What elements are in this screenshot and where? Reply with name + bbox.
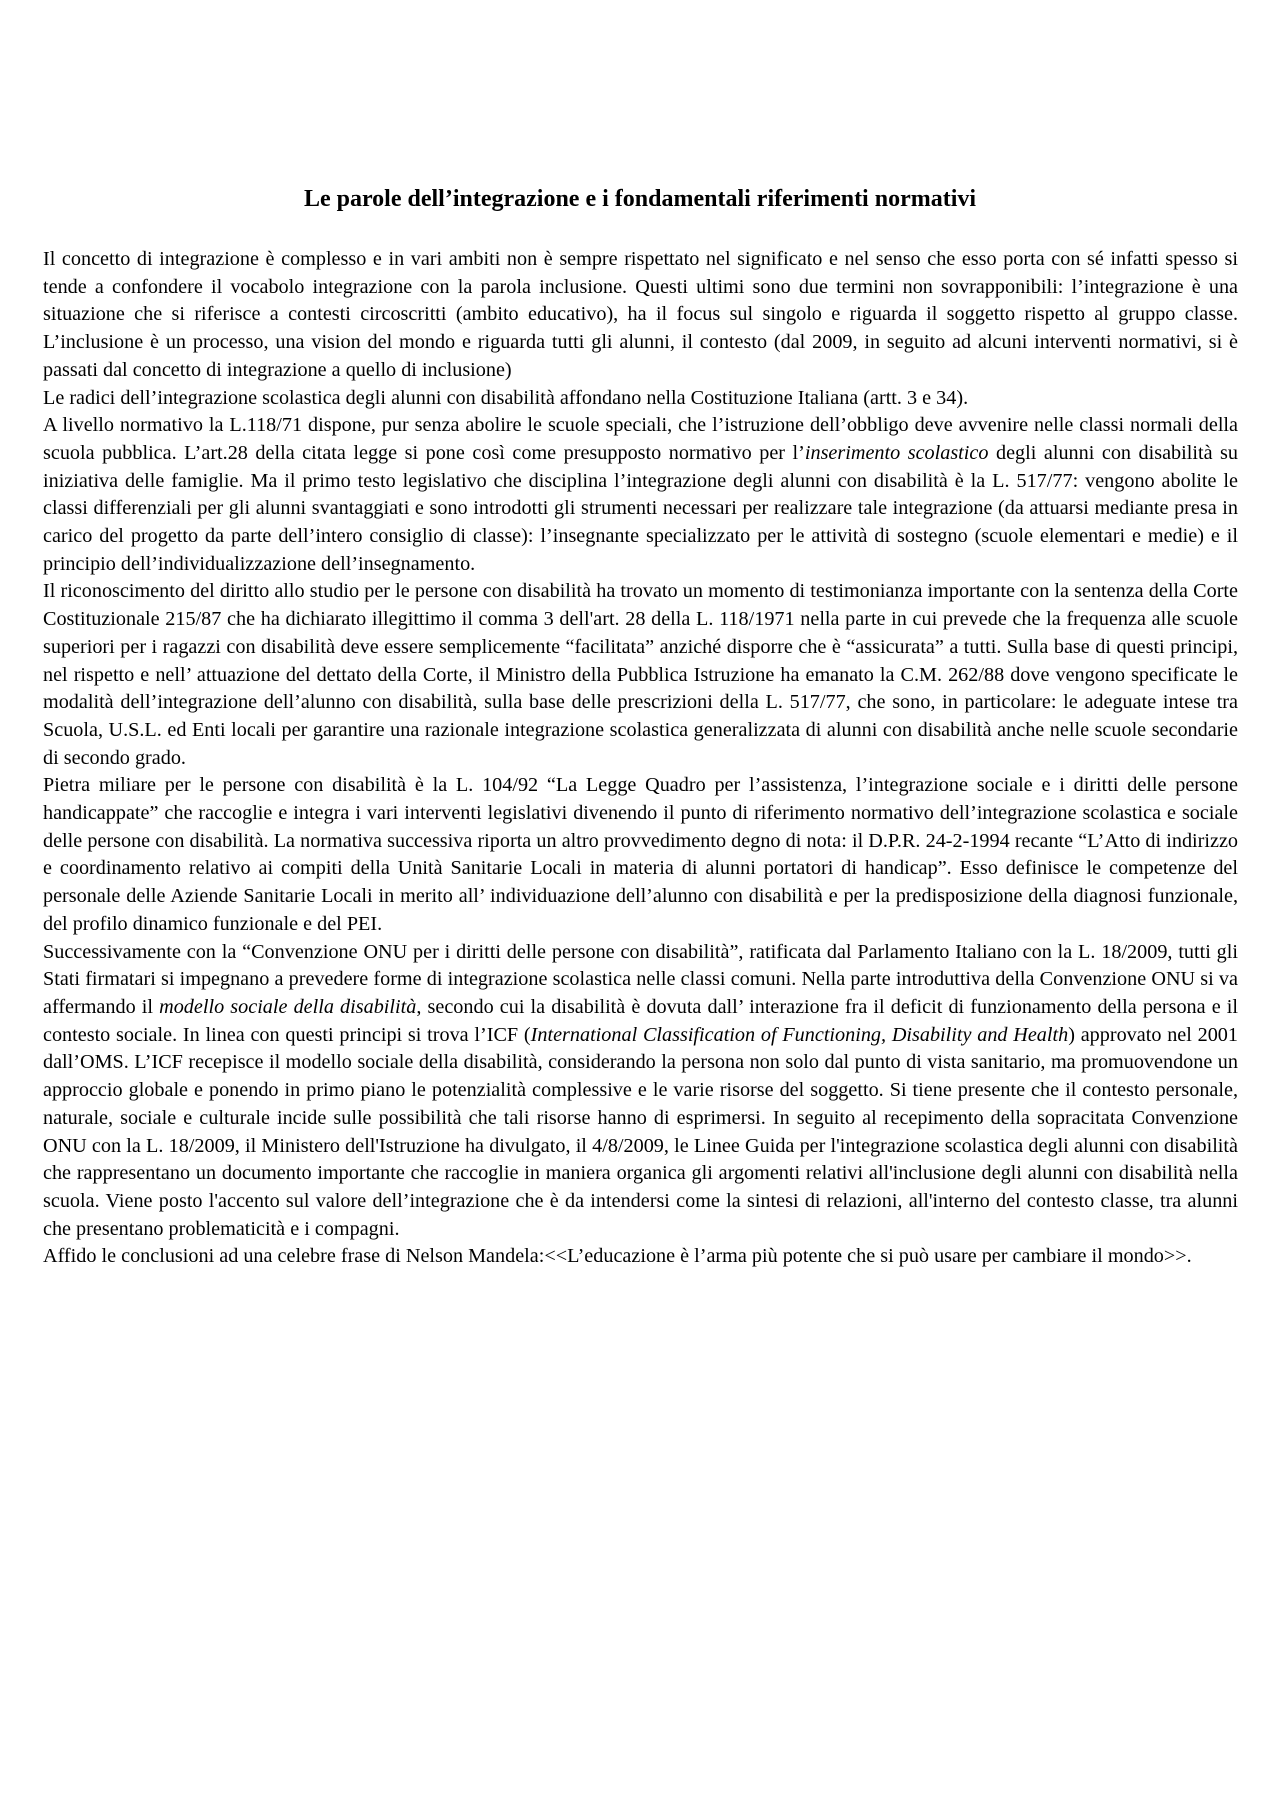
- page-title: Le parole dell’integrazione e i fondamentali riferimenti normativi: [303, 186, 977, 212]
- document-body: [43, 246, 1238, 1271]
- paragraph-3: [43, 412, 1238, 578]
- paragraph-6-emphasis-1: modello sociale della disabilità: [159, 995, 417, 1018]
- paragraph-5: Pietra miliare per le persone con disabilità è la L. 104/92 “La Legge Quadro per l’assistenza, l’integrazione sociale e i diritti delle persone handicappate” che raccoglie e integra i vari interventi legislativi divenendo il punto di riferimento normativo dell’integrazione scolastica e sociale delle persone con disabilità. La normativa successiva riporta un altro provvedimento degno di nota: il D.P.R. 24-2-1994 recante “L’Atto di indirizzo e coordinamento relativo ai compiti della Unità Sanitarie Locali in materia di alunni portatori di handicap”. Esso definisce le competenze del personale delle Aziende Sanitarie Locali in merito all’ individuazione dell’alunno con disabilità e per la predisposizione della diagnosi funzionale, del profilo dinamico funzionale e del PEI.: [43, 774, 1238, 935]
- paragraph-7: Affido le conclusioni ad una celebre frase di Nelson Mandela:<<L’educazione è l’arma più potente che si può usare per cambiare il mondo>>.: [43, 1245, 1192, 1268]
- paragraph-6-text-b: , secondo cui la disabilità è dovuta dall’ interazione fra il deficit di funzionamento della persona e il contesto sociale. In linea con questi principi si trova l’ICF (: [43, 995, 1239, 1046]
- paragraph-4: Il riconoscimento del diritto allo studio per le persone con disabilità ha trovato un momento di testimonianza importante con la sentenza della Corte Costituzionale 215/87 che ha dichiarato illegittimo il comma 3 dell'art. 28 della L. 118/1971 nella parte in cui prevede che la frequenza alle scuole superiori per i ragazzi con disabilità deve essere semplicemente “facilitata” anziché disporre che è “assicurata” a tutti. Sulla base di questi principi, nel rispetto e nell’ attuazione del dettato della Corte, il Ministro della Pubblica Istruzione ha emanato la C.M. 262/88 dove vengono specificate le modalità dell’integrazione dell’alunno con disabilità, sulla base delle prescrizioni della L. 517/77, che sono, in particolare: le adeguate intese tra Scuola, U.S.L. ed Enti locali per garantire una razionale integrazione scolastica generalizzata di alunni con disabilità anche nelle scuole secondarie di secondo grado.: [43, 580, 1238, 769]
- paragraph-1: Il concetto di integrazione è complesso e in vari ambiti non è sempre rispettato nel significato e nel senso che esso porta con sé infatti spesso si tende a confondere il vocabolo integrazione con la parola inclusione. Questi ultimi sono due termini non sovrapponibili: l’integrazione è una situazione che si riferisce a contesti circoscritti (ambito educativo), ha il focus sul singolo e riguarda il soggetto rispetto al gruppo classe. L’inclusione è un processo, una vision del mondo e riguarda tutti gli alunni, il contesto (dal 2009, in seguito ad alcuni interventi normativi, si è passati dal concetto di integrazione a quello di inclusione): [43, 248, 1238, 381]
- paragraph-6: [43, 939, 1238, 1244]
- paragraph-6-text-c: ) approvato nel 2001 dall’OMS. L’ICF recepisce il modello sociale della disabilità, considerando la persona non solo dal punto di vista sanitario, ma promuovendone un approccio globale e ponendo in primo piano le potenzialità complessive e le varie risorse del soggetto. Si tiene presente che il contesto personale, naturale, sociale e culturale incide sulle possibilità che tali risorse hanno di esprimersi. In seguito al recepimento della sopracitata Convenzione ONU con la L. 18/2009, il Ministero dell'Istruzione ha divulgato, il 4/8/2009, le Linee Guida per l'integrazione scolastica degli alunni con disabilità che rappresentano un documento importante che raccoglie in maniera organica gli argomenti relativi all'inclusione degli alunni con disabilità nella scuola. Viene posto l'accento sul valore dell’integrazione che è da intendersi come la sintesi di relazioni, all'interno del contesto classe, tra alunni che presentano problematicità e i compagni.: [43, 1023, 1238, 1240]
- paragraph-6-text-a: Successivamente con la “Convenzione ONU per i diritti delle persone con disabilità”, ratificata dal Parlamento Italiano con la L. 18/2009, tutti gli Stati firmatari si impegnano a prevedere forme di integrazione scolastica nelle classi comuni. Nella parte introduttiva della Convenzione ONU si va affermando il: [43, 940, 1238, 1018]
- paragraph-3-text-a: A livello normativo la L.118/71 dispone, pur senza abolire le scuole speciali, che l’istruzione dell’obbligo deve avvenire nelle classi normali della scuola pubblica. L’art.28 della citata legge si pone così come presupposto normativo per l’: [43, 414, 1238, 464]
- paragraph-2: Le radici dell’integrazione scolastica degli alunni con disabilità affondano nella Costituzione Italiana (artt. 3 e 34).: [43, 386, 969, 409]
- paragraph-6-emphasis-2: International Classification of Functioning, Disability and Health: [530, 1023, 1069, 1046]
- paragraph-3-emphasis: inserimento scolastico: [804, 441, 989, 464]
- paragraph-3-text-b: degli alunni con disabilità su iniziativa delle famiglie. Ma il primo testo legislativo che disciplina l’integrazione degli alunni con disabilità è la L. 517/77: vengono abolite le classi differenziali per gli alunni svantaggiati e sono introdotti gli strumenti necessari per realizzare tale integrazione (da attuarsi mediante presa in carico del progetto da parte dell’intero consiglio di classe): l’insegnante specializzato per le attività di sostegno (scuole elementari e medie) e il principio dell’individualizzazione dell’insegnamento.: [43, 441, 1239, 575]
